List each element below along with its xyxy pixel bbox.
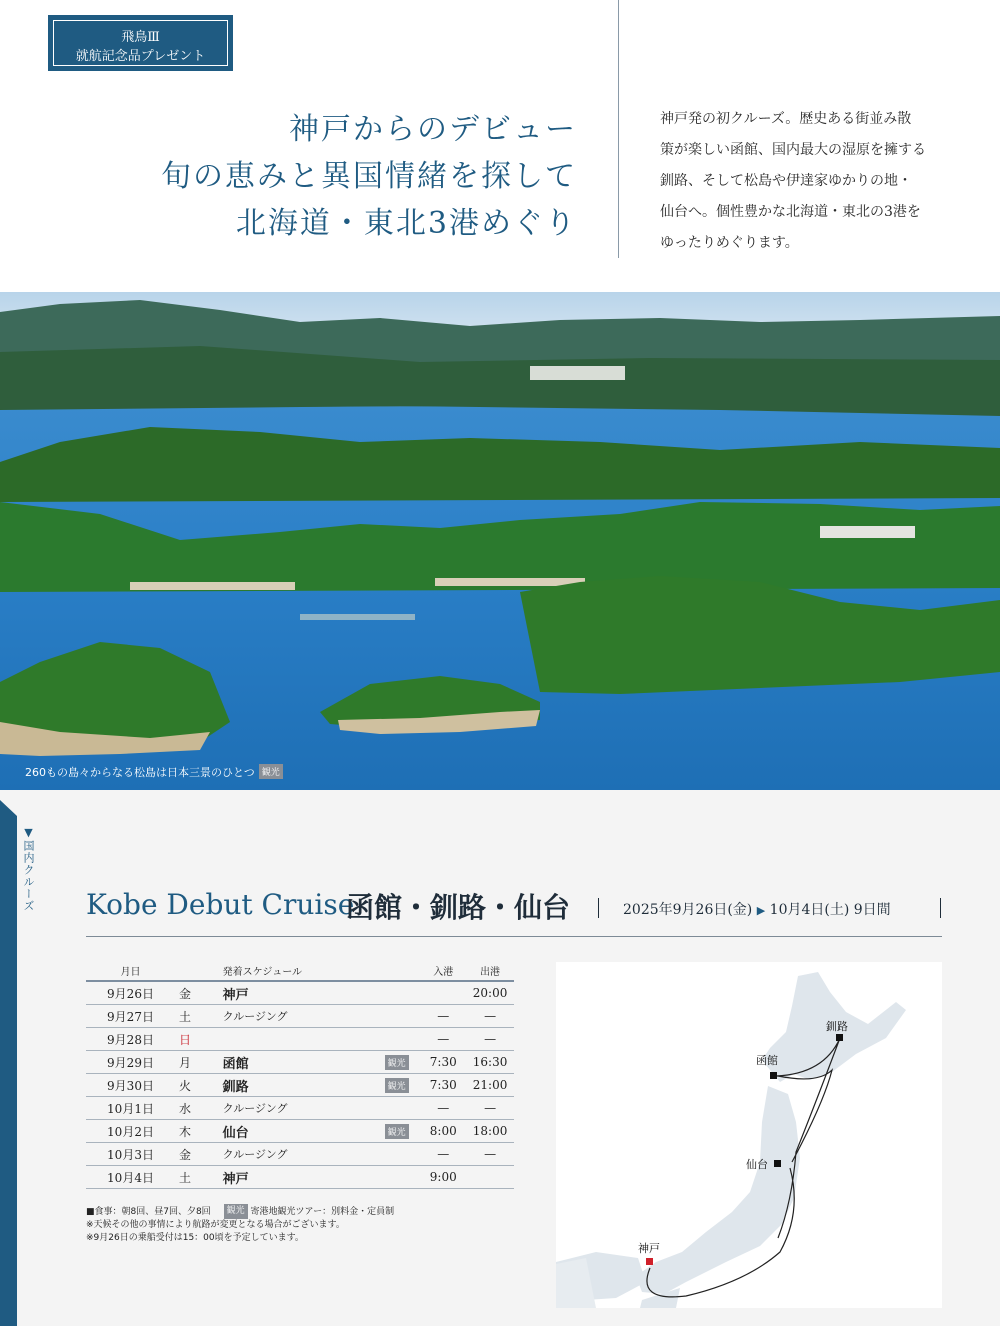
row-departure	[466, 1166, 514, 1189]
map-label-sendai: 仙台	[746, 1158, 768, 1171]
meals-note: ■食事：朝8回、昼7回、夕8回	[86, 1207, 211, 1217]
row-departure: 18:00	[466, 1120, 514, 1143]
row-arrival: 7:30	[420, 1051, 466, 1074]
row-port: 神戸	[223, 981, 381, 1005]
headline	[161, 106, 577, 247]
row-departure: —	[466, 1097, 514, 1120]
arrow-right-icon: ▶	[756, 904, 766, 917]
row-weekday: 木	[175, 1120, 223, 1143]
cruise-dates	[623, 899, 891, 919]
header-dow	[175, 960, 223, 981]
schedule-row	[86, 1074, 514, 1097]
row-date: 9月28日	[86, 1028, 175, 1051]
matsushima-photo	[0, 292, 1000, 790]
schedule-row	[86, 1028, 514, 1051]
row-port: 函館	[223, 1051, 381, 1074]
hakodate-marker	[770, 1072, 777, 1079]
caption-text: 260もの島々からなる松島は日本三景のひとつ	[25, 766, 255, 779]
title-separator	[940, 898, 941, 918]
row-tag	[381, 1097, 421, 1120]
schedule-header	[86, 960, 514, 981]
row-date: 9月26日	[86, 981, 175, 1005]
row-departure: —	[466, 1028, 514, 1051]
schedule-row	[86, 981, 514, 1005]
row-weekday: 金	[175, 981, 223, 1005]
row-port: 神戸	[223, 1166, 381, 1189]
side-bar-notch	[0, 800, 17, 816]
row-port: クルージング	[223, 1097, 381, 1120]
row-tag	[381, 1028, 421, 1051]
notes-line-1	[86, 1204, 394, 1219]
anniversary-badge	[48, 15, 233, 71]
duration: 9日間	[853, 902, 891, 918]
sightseeing-tag: 観光	[385, 1124, 409, 1139]
route-map-svg	[556, 962, 942, 1308]
intro-line: ゆったりめぐります。	[660, 235, 799, 251]
notes	[86, 1204, 394, 1245]
row-weekday: 土	[175, 1166, 223, 1189]
row-date: 9月29日	[86, 1051, 175, 1074]
notes-line-2: ※天候その他の事情により航路が変更となる場合がございます。	[86, 1220, 345, 1230]
schedule-row	[86, 1166, 514, 1189]
row-date: 10月4日	[86, 1166, 175, 1189]
headline-line-3: 北海道・東北3港めぐり	[235, 206, 577, 241]
row-weekday: 月	[175, 1051, 223, 1074]
intro-line: 策が楽しい函館、国内最大の湿原を擁する	[660, 142, 926, 158]
route-map	[556, 962, 942, 1308]
row-port: クルージング	[223, 1005, 381, 1028]
row-arrival: —	[420, 1028, 466, 1051]
date-from: 2025年9月26日(金)	[623, 902, 753, 918]
intro-line: 釧路、そして松島や伊達家ゆかりの地・	[660, 173, 912, 189]
badge-line-2: 就航記念品プレゼント	[75, 49, 206, 64]
row-arrival: —	[420, 1143, 466, 1166]
intro-text	[660, 104, 950, 259]
matsushima-illustration	[0, 292, 1000, 790]
row-tag	[381, 1074, 421, 1097]
row-weekday: 土	[175, 1005, 223, 1028]
tour-note: 寄港地観光ツアー：別料金・定員制	[250, 1207, 395, 1217]
row-port: 釧路	[223, 1074, 381, 1097]
row-port: 仙台	[223, 1120, 381, 1143]
row-date: 10月1日	[86, 1097, 175, 1120]
map-label-kobe: 神戸	[638, 1242, 660, 1255]
photo-caption	[25, 764, 283, 780]
cruise-title-jp: 函館・釧路・仙台	[346, 891, 571, 924]
cruise-title-en: Kobe Debut Cruise	[86, 888, 355, 921]
date-to: 10月4日(土)	[769, 902, 850, 918]
map-label-hakodate: 函館	[756, 1054, 778, 1067]
map-label-kushiro: 釧路	[826, 1020, 848, 1033]
row-arrival	[420, 981, 466, 1005]
row-arrival: —	[420, 1097, 466, 1120]
cruise-title-row	[86, 884, 942, 937]
row-departure: 21:00	[466, 1074, 514, 1097]
headline-line-1: 神戸からのデビュー	[289, 112, 577, 147]
schedule-row	[86, 1005, 514, 1028]
schedule-row	[86, 1120, 514, 1143]
schedule-row	[86, 1097, 514, 1120]
notes-line-3: ※9月26日の乗船受付は15：00頃を予定しています。	[86, 1233, 304, 1243]
header-in: 入港	[420, 960, 466, 981]
row-date: 9月30日	[86, 1074, 175, 1097]
row-tag	[381, 1120, 421, 1143]
schedule-row	[86, 1051, 514, 1074]
row-weekday: 水	[175, 1097, 223, 1120]
row-departure: —	[466, 1143, 514, 1166]
intro-line: 仙台へ。個性豊かな北海道・東北の3港を	[660, 204, 921, 220]
badge-line-1: 飛鳥Ⅲ	[121, 30, 160, 45]
header-divider	[618, 0, 619, 258]
intro-line: 神戸発の初クルーズ。歴史ある街並み散	[660, 111, 912, 127]
row-tag	[381, 1005, 421, 1028]
row-weekday: 金	[175, 1143, 223, 1166]
row-arrival: 9:00	[420, 1166, 466, 1189]
row-weekday: 日	[175, 1028, 223, 1051]
kushiro-marker	[836, 1034, 843, 1041]
row-weekday: 火	[175, 1074, 223, 1097]
header-port: 発着スケジュール	[223, 960, 381, 981]
schedule-body	[86, 981, 514, 1189]
row-date: 10月2日	[86, 1120, 175, 1143]
side-bar	[0, 800, 17, 1326]
header-date: 月日	[86, 960, 175, 981]
schedule-table	[86, 960, 514, 1189]
title-separator	[598, 898, 599, 918]
row-tag	[381, 1051, 421, 1074]
row-date: 9月27日	[86, 1005, 175, 1028]
headline-line-2: 旬の恵みと異国情緒を探して	[161, 159, 577, 194]
sightseeing-tag: 観光	[385, 1055, 409, 1070]
row-tag	[381, 1143, 421, 1166]
row-port	[223, 1028, 381, 1051]
kobe-marker	[646, 1258, 653, 1265]
row-departure: 20:00	[466, 981, 514, 1005]
row-arrival: —	[420, 1005, 466, 1028]
header-tag	[381, 960, 421, 981]
row-tag	[381, 981, 421, 1005]
row-port: クルージング	[223, 1143, 381, 1166]
schedule-row	[86, 1143, 514, 1166]
sightseeing-tag: 観光	[385, 1078, 409, 1093]
category-label: ▼国内クルーズ	[22, 826, 35, 912]
row-arrival: 8:00	[420, 1120, 466, 1143]
row-arrival: 7:30	[420, 1074, 466, 1097]
caption-tag: 観光	[259, 764, 283, 779]
row-tag	[381, 1166, 421, 1189]
sendai-marker	[774, 1160, 781, 1167]
row-departure: —	[466, 1005, 514, 1028]
header-out: 出港	[466, 960, 514, 981]
tour-tag: 観光	[224, 1204, 248, 1219]
row-departure: 16:30	[466, 1051, 514, 1074]
row-date: 10月3日	[86, 1143, 175, 1166]
